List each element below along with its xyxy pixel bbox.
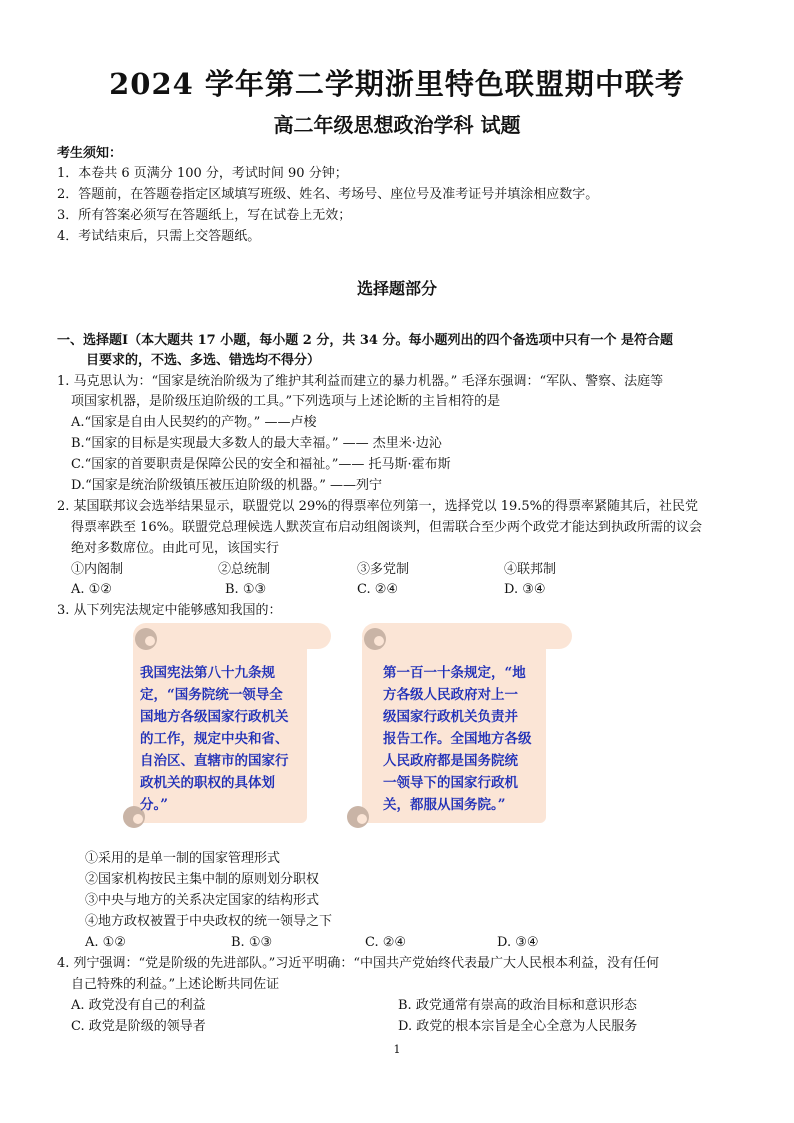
- q2-option-a: A. ①②: [71, 582, 112, 597]
- part1-instructions-cont: 目要求的，不选、多选、错选均不得分）: [86, 353, 321, 368]
- quote-line: 报告工作。全国地方各级: [383, 731, 532, 747]
- notice-heading: 考生须知：: [57, 146, 123, 161]
- q1-option-c: C.“国家的首要职责是保障公民的安全和福祉。”—— 托马斯·霍布斯: [71, 457, 451, 472]
- exam-subtitle: 高二年级思想政治学科 试题: [273, 113, 521, 137]
- q1-option-b: B.“国家的目标是实现最大多数人的最大幸福。” —— 杰里米·边沁: [71, 436, 442, 451]
- quote-line: 国地方各级国家行政机关: [140, 709, 289, 725]
- q2-choice-1: ①内阁制: [71, 562, 124, 577]
- q2-choice-2: ②总统制: [218, 562, 271, 577]
- quote-line: 第一百一十条规定，“地: [383, 665, 526, 681]
- q3-stem: 3. 从下列宪法规定中能够感知我国的：: [57, 603, 282, 618]
- q2-option-b: B. ①③: [225, 582, 267, 597]
- q4-stem: 4. 列宁强调：“党是阶级的先进部队。”习近平明确：“中国共产党始终代表最广大人民根本利益，没有任何: [57, 956, 659, 971]
- constitution-scroll-left: [123, 623, 333, 836]
- quote-line: 分。”: [140, 797, 169, 813]
- q1-stem-cont: 项国家机器，是阶级压迫阶级的工具。”下列选项与上述论断的主旨相符的是: [71, 394, 501, 409]
- q4-option-a: A. 政党没有自己的利益: [71, 998, 206, 1013]
- constitution-scroll-right: [346, 623, 574, 836]
- quote-line: 方各级人民政府对上一: [383, 687, 518, 703]
- q2-choice-3: ③多党制: [357, 562, 410, 577]
- q3-choice-3: ③中央与地方的关系决定国家的结构形式: [85, 893, 320, 908]
- q2-option-d: D. ③④: [504, 582, 546, 597]
- quote-line: 自治区、直辖市的国家行: [140, 753, 289, 769]
- q3-option-a: A. ①②: [85, 935, 126, 950]
- q4-stem-cont: 自己特殊的利益。”上述论断共同佐证: [71, 977, 280, 992]
- scroll-curl-icon: [135, 628, 157, 650]
- part1-instructions: 一、选择题Ⅰ（本大题共 17 小题，每小题 2 分，共 34 分。每小题列出的四个备选项中只有一个 是符合题: [57, 333, 673, 348]
- q3-option-c: C. ②④: [365, 935, 407, 950]
- q4-option-c: C. 政党是阶级的领导者: [71, 1019, 206, 1034]
- page-number: 1: [393, 1043, 401, 1056]
- q2-stem-cont: 绝对多数席位。由此可见，该国实行: [71, 541, 280, 556]
- scroll-curl-icon: [347, 806, 369, 828]
- quote-line: 我国宪法第八十九条规: [140, 665, 275, 681]
- quote-line: 关，都服从国务院。”: [383, 797, 506, 813]
- q1-stem: 1. 马克思认为：“国家是统治阶级为了维护其利益而建立的暴力机器。” 毛泽东强调：“军队、警察、法庭等: [57, 374, 664, 389]
- q3-choice-1: ①采用的是单一制的国家管理形式: [85, 851, 281, 866]
- notice-item: 2．答题前，在答题卷指定区域填写班级、姓名、考场号、座位号及准考证号并填涂相应数字。: [57, 187, 599, 202]
- notice-item: 1．本卷共 6 页满分 100 分，考试时间 90 分钟；: [57, 166, 348, 181]
- q3-choice-2: ②国家机构按民主集中制的原则划分职权: [85, 872, 320, 887]
- q1-option-a: A.“国家是自由人民契约的产物。” ——卢梭: [71, 415, 317, 430]
- quote-line: 人民政府都是国务院统: [383, 753, 518, 769]
- q3-option-d: D. ③④: [497, 935, 539, 950]
- q3-option-b: B. ①③: [231, 935, 273, 950]
- q1-option-d: D.“国家是统治阶级镇压被压迫阶级的机器。” ——列宁: [71, 478, 383, 493]
- q3-choice-4: ④地方政权被置于中央政权的统一领导之下: [85, 914, 333, 929]
- quote-line: 的工作，规定中央和省、: [140, 731, 289, 747]
- exam-title: 2024 学年第二学期浙里特色联盟期中联考: [109, 67, 685, 101]
- q2-stem: 2. 某国联邦议会选举结果显示，联盟党以 29%的得票率位列第一，选择党以 19.5%的得票率紧随其后，社民党: [57, 499, 698, 514]
- q2-choice-4: ④联邦制: [504, 562, 557, 577]
- quote-line: 定，“国务院统一领导全: [140, 687, 283, 703]
- scroll-curl-icon: [364, 628, 386, 650]
- quote-line: 级国家行政机关负责并: [383, 709, 518, 725]
- section-title: 选择题部分: [356, 279, 437, 298]
- q2-option-c: C. ②④: [357, 582, 399, 597]
- notice-item: 3．所有答案必须写在答题纸上，写在试卷上无效；: [57, 208, 352, 223]
- notice-item: 4．考试结束后，只需上交答题纸。: [57, 229, 261, 244]
- quote-line: 政机关的职权的具体划: [140, 775, 275, 791]
- q4-option-b: B. 政党通常有崇高的政治目标和意识形态: [398, 998, 637, 1013]
- q4-option-d: D. 政党的根本宗旨是全心全意为人民服务: [398, 1019, 638, 1034]
- quote-line: 一领导下的国家行政机: [383, 775, 518, 791]
- q2-stem-cont: 得票率跌至 16%。联盟党总理候选人默茨宣布启动组阁谈判，但需联合至少两个政党才能达到执政所需的议会: [71, 520, 703, 535]
